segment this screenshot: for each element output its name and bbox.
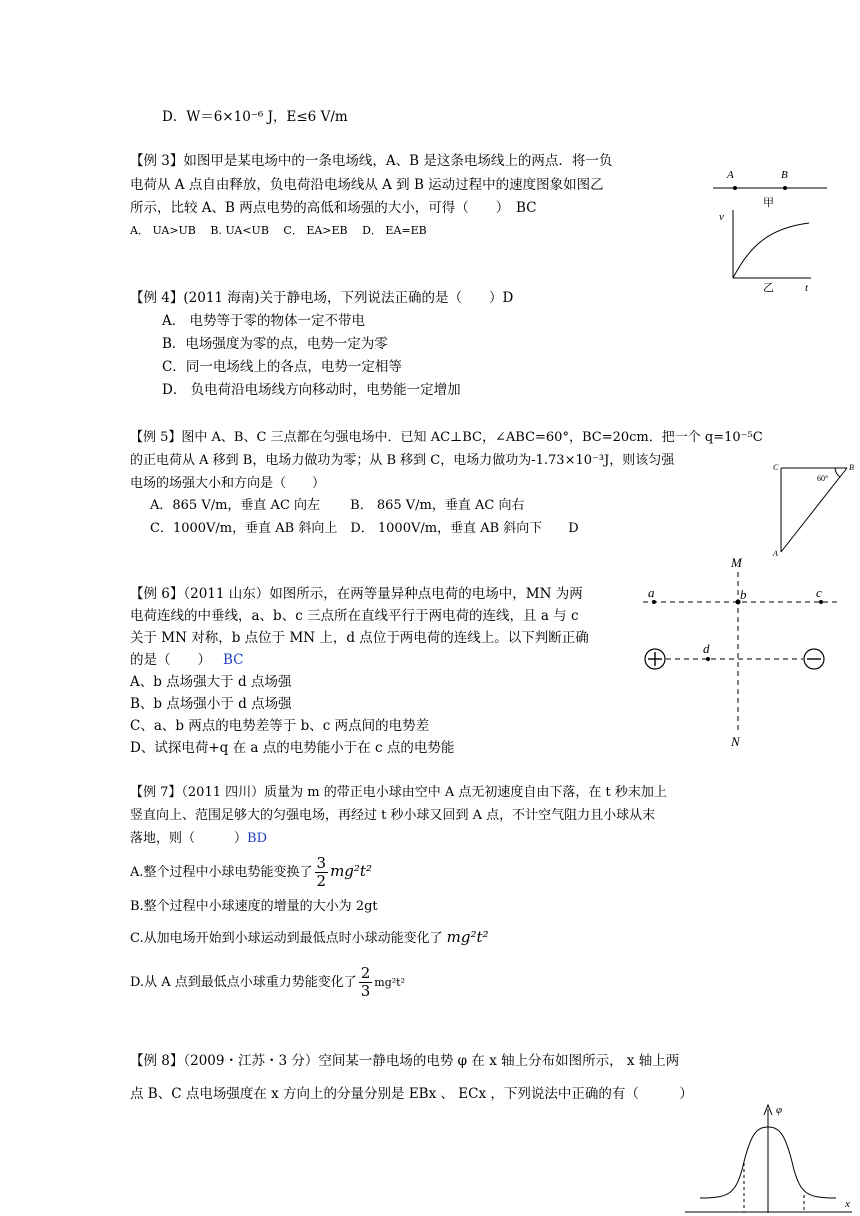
q4-stem: 【例 4】(2011 海南)关于静电场，下列说法正确的是（ ）D [130,290,514,306]
q6-stem-line4 [130,651,244,669]
q3-fig-label-yi: 乙 [763,282,774,294]
q5-stem-line2: 的正电荷从 A 移到 B，电场力做功为零；从 B 移到 C，电场力做功为-1.73×10⁻³J，则该匀强 [130,453,675,468]
q8-figure [680,1095,860,1216]
q6-stem-line3: 关于 MN 对称，b 点位于 MN 上，d 点位于两电荷的连线上。以下判断正确 [130,630,589,646]
q3-fig-label-a: A [727,169,734,181]
q7-option-a-expr: mg²t² [330,862,372,880]
q4-option-c: C．同一电场线上的各点，电势一定相等 [162,359,402,375]
q2-option-d: D．W＝6×10⁻⁶ J，E≤6 V/m [162,109,348,125]
q7-option-a-num: 3 [316,854,327,872]
q3-stem-line1: 【例 3】如图甲是某电场中的一条电场线，A、B 是这条电场线上的两点．将一负 [130,153,613,169]
q8-fig-label-phi: φ [776,1104,783,1116]
q8-stem-line2: 点 B、C 点电场强度在 x 方向上的分量分别是 EBx 、 ECx ，下列说法中正确的有（ ） [130,1086,693,1102]
q4-option-b: B．电场强度为零的点，电势一定为零 [162,336,388,352]
q3-fig-label-t: t [805,282,809,294]
q7-option-d-num: 2 [360,964,371,982]
q6-option-a: A、b 点场强大于 d 点场强 [130,674,292,690]
q6-stem-line1: 【例 6】（2011 山东）如图所示，在两等量异种点电荷的电场中，MN 为两 [130,586,583,602]
q7-option-c [130,928,489,948]
q6-option-b: B、b 点场强小于 d 点场强 [130,696,292,712]
q3-stem-line3: 所示，比较 A、B 两点电势的高低和场强的大小，可得（ ） BC [130,200,537,216]
q7-stem-line1: 【例 7】（2011 四川）质量为 m 的带正电小球由空中 A 点无初速度自由下落，在 t 秒末加上 [130,785,667,800]
q5-options-row2: C．1000V/m，垂直 AB 斜向上 D． 1000V/m，垂直 AB 斜向下 D [150,521,579,536]
q3-fig-label-v: v [719,211,724,223]
q6-fig-label-a: a [648,585,655,600]
q5-figure [765,460,860,560]
q7-stem-line3-text: 落地，则（ ） [130,831,248,846]
q5-options-row1: A．865 V/m，垂直 AC 向左 B． 865 V/m，垂直 AC 向右 [150,498,525,513]
q7-option-c-text: C.从加电场开始到小球运动到最低点时小球动能变化了 [130,931,443,946]
q6-figure [638,552,860,752]
q7-stem-line2: 竖直向上、范围足够大的匀强电场，再经过 t 秒小球又回到 A 点，不计空气阻力且小球从末 [130,808,656,823]
q7-option-a-fraction [315,855,329,890]
q5-fig-label-b: B [849,463,854,472]
q7-option-d-text: D.从 A 点到最低点小球重力势能变化了 [130,975,357,990]
q7-answer: BD [247,831,267,846]
q6-fig-label-m: M [731,555,742,570]
q7-option-b: B.整个过程中小球速度的增量的大小为 2gt [130,899,378,914]
q7-option-d-den: 3 [360,982,371,1000]
q6-option-c: C、a、b 两点的电势差等于 b、c 两点间的电势差 [130,718,430,734]
q4-option-d: D． 负电荷沿电场线方向移动时，电势能一定增加 [162,382,461,398]
q5-fig-label-c: C [773,463,779,472]
q6-answer: BC [223,652,244,668]
q6-fig-label-n: N [731,734,740,749]
q4-option-a: A． 电势等于零的物体一定不带电 [162,313,366,329]
q7-stem-line3 [130,830,267,848]
q3-figure [705,160,835,295]
q8-fig-label-x: x [845,1198,850,1210]
q6-stem-line2: 电荷连线的中垂线，a、b、c 三点所在直线平行于两电荷的连线，且 a 与 c [130,608,579,624]
q6-fig-label-b: b [740,587,747,602]
q3-fig-label-b: B [781,169,788,181]
q7-option-c-expr: mg²t² [446,928,489,946]
q7-option-d-fraction [359,965,373,1000]
q5-fig-label-a: A [773,549,778,558]
q6-stem-line4-text: 的是（ ） [130,652,211,668]
q6-fig-label-c: c [816,585,822,600]
q7-option-d-expr: mg²t² [374,976,406,989]
q7-option-a-text: A.整个过程中小球电势能变换了 [130,865,313,880]
q3-options: A． UA>UB B. UA<UB C． EA>EB D． EA=EB [130,224,427,237]
q8-stem-line1: 【例 8】（2009・江苏・3 分）空间某一静电场的电势 φ 在 x 轴上分布如图所示， x 轴上两 [130,1053,680,1069]
q3-fig-label-jia: 甲 [763,197,774,209]
q6-option-d: D、试探电荷+q 在 a 点的电势能小于在 c 点的电势能 [130,740,455,756]
q5-stem-line1: 【例 5】图中 A、B、C 三点都在匀强电场中．已知 AC⊥BC，∠ABC=60°，BC=20cm．把一个 q=10⁻⁵C [130,430,763,445]
q7-option-a-den: 2 [316,872,327,890]
q6-fig-label-d: d [703,641,710,656]
q5-stem-line3: 电场的场强大小和方向是（ ） [130,476,326,491]
q7-option-a [130,852,372,890]
q7-option-d [130,964,405,1002]
q5-fig-angle: 60° [817,474,829,483]
q3-stem-line2: 电荷从 A 点自由释放，负电荷沿电场线从 A 到 B 运动过程中的速度图象如图乙 [130,177,604,193]
